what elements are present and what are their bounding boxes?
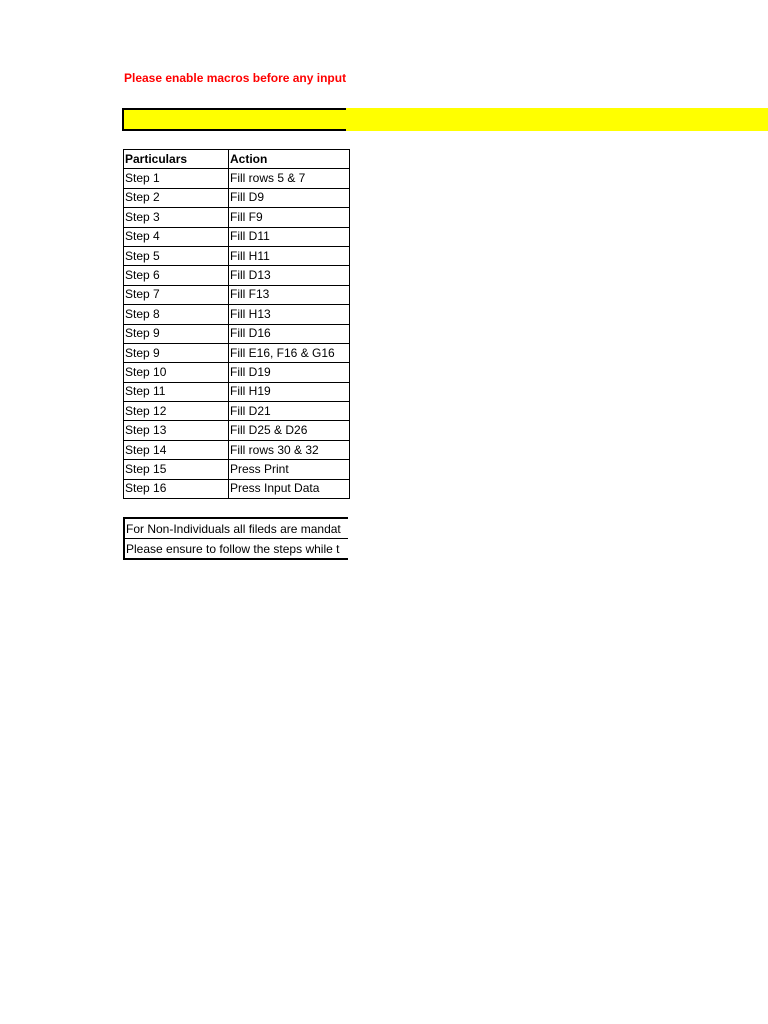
step-cell: Step 11: [124, 382, 229, 401]
action-cell: Fill D25 & D26: [229, 421, 350, 440]
action-cell: Fill D11: [229, 227, 350, 246]
step-cell: Step 9: [124, 343, 229, 362]
action-cell: Fill H11: [229, 246, 350, 265]
note-follow-steps: Please ensure to follow the steps while t: [124, 539, 348, 560]
steps-table: [123, 149, 350, 499]
table-row: [124, 479, 350, 498]
step-cell: Step 6: [124, 266, 229, 285]
table-row: [124, 227, 350, 246]
table-row: [124, 285, 350, 304]
action-cell: Fill D13: [229, 266, 350, 285]
step-cell: Step 7: [124, 285, 229, 304]
step-cell: Step 12: [124, 402, 229, 421]
action-cell: Fill D9: [229, 188, 350, 207]
step-cell: Step 13: [124, 421, 229, 440]
note-row: [124, 518, 348, 539]
table-row: [124, 324, 350, 343]
table-row: [124, 246, 350, 265]
table-row: [124, 402, 350, 421]
step-cell: Step 5: [124, 246, 229, 265]
action-cell: Press Input Data: [229, 479, 350, 498]
table-row: [124, 382, 350, 401]
action-cell: Fill E16, F16 & G16: [229, 343, 350, 362]
table-row: [124, 343, 350, 362]
step-cell: Step 8: [124, 305, 229, 324]
action-cell: Fill F9: [229, 208, 350, 227]
step-cell: Step 3: [124, 208, 229, 227]
steps-body: [124, 169, 350, 499]
step-cell: Step 15: [124, 460, 229, 479]
table-row: [124, 460, 350, 479]
header-action: Action: [229, 150, 350, 169]
table-row: [124, 169, 350, 188]
action-cell: Fill rows 5 & 7: [229, 169, 350, 188]
action-cell: Fill F13: [229, 285, 350, 304]
action-cell: Fill H19: [229, 382, 350, 401]
table-row: [124, 188, 350, 207]
action-cell: Press Print: [229, 460, 350, 479]
action-cell: Fill D19: [229, 363, 350, 382]
step-cell: Step 1: [124, 169, 229, 188]
highlighted-row-border: [122, 108, 346, 131]
notes-box: [123, 517, 348, 560]
table-row: [124, 363, 350, 382]
header-particulars: Particulars: [124, 150, 229, 169]
action-cell: Fill D16: [229, 324, 350, 343]
note-non-individuals: For Non-Individuals all fileds are mandat: [124, 518, 348, 539]
step-cell: Step 9: [124, 324, 229, 343]
action-cell: Fill H13: [229, 305, 350, 324]
table-row: [124, 266, 350, 285]
step-cell: Step 10: [124, 363, 229, 382]
macro-warning: Please enable macros before any input: [124, 71, 347, 85]
table-row: [124, 208, 350, 227]
table-row: [124, 305, 350, 324]
step-cell: Step 4: [124, 227, 229, 246]
note-row: [124, 539, 348, 560]
step-cell: Step 2: [124, 188, 229, 207]
table-row: [124, 421, 350, 440]
table-header-row: [124, 150, 350, 169]
action-cell: Fill D21: [229, 402, 350, 421]
table-row: [124, 440, 350, 459]
action-cell: Fill rows 30 & 32: [229, 440, 350, 459]
step-cell: Step 14: [124, 440, 229, 459]
step-cell: Step 16: [124, 479, 229, 498]
